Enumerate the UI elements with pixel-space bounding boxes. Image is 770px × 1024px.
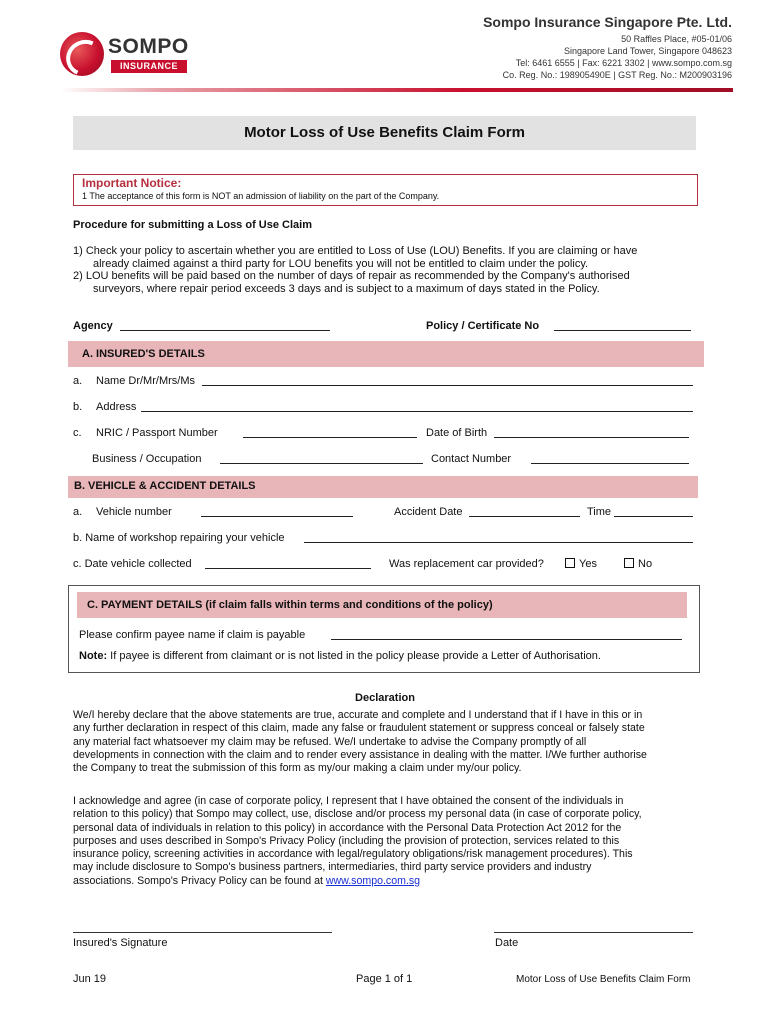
agency-field[interactable] — [120, 330, 330, 331]
decl-line: any further declaration in respect of this claim, made any false or fraudulent statement or suppress conceal or falsely state — [73, 722, 645, 735]
signature-label: Insured's Signature — [73, 937, 168, 949]
notice-text: 1 The acceptance of this form is NOT an admission of liability on the part of the Company. — [82, 191, 440, 201]
letter-b-a: a. — [73, 506, 83, 518]
time-label: Time — [587, 506, 612, 518]
procedure-item-1: 1) Check your policy to ascertain whether you are entitled to Loss of Use (LOU) Benefits. If you are claiming or have — [73, 245, 638, 257]
yes-checkbox[interactable] — [565, 558, 575, 568]
workshop-field[interactable] — [304, 542, 693, 543]
contact-field[interactable] — [531, 463, 689, 464]
important-notice — [73, 174, 698, 206]
form-title: Motor Loss of Use Benefits Claim Form — [73, 116, 696, 150]
vehicle-label: Vehicle number — [96, 506, 172, 518]
dob-field[interactable] — [494, 437, 689, 438]
letter-a: a. — [73, 375, 83, 387]
decl-line: We/I hereby declare that the above statements are true, accurate and complete and I understand that if I have in this or in — [73, 709, 643, 721]
contact-label: Contact Number — [431, 453, 512, 465]
letter-b: b. — [73, 401, 83, 413]
company-address-1: 50 Raffles Place, #05-01/06 — [621, 34, 732, 44]
consent-line: personal data of individuals in relation to this policy) in accordance with the Personal Data Protection Act 2012 for the — [73, 821, 622, 834]
payment-details-box — [68, 585, 700, 673]
procedure-item-2: 2) LOU benefits will be paid based on the number of days of repair as recommended by the Company's authorised — [73, 270, 630, 282]
no-label: No — [638, 558, 653, 570]
agency-label: Agency — [73, 320, 113, 332]
consent-line: relation to this policy) that Sompo may collect, use, disclose and/or process my personal data (in case of corporate policy, — [73, 808, 642, 821]
procedure-item-2-cont: surveyors, where repair period exceeds 3 days and is subject to a maximum of days stated in the Policy. — [93, 283, 600, 295]
section-a-title: A. INSURED'S DETAILS — [82, 348, 205, 360]
workshop-label: b. Name of workshop repairing your vehicle — [73, 532, 285, 544]
no-checkbox[interactable] — [624, 558, 634, 568]
decl-line: the Company to treat the submission of this form as my/our making a claim under my/our policy. — [73, 762, 522, 775]
note-text: If payee is different from claimant or is not listed in the policy please provide a Letter of Authorisation. — [107, 650, 601, 662]
logo-insurance-band: INSURANCE — [111, 60, 187, 73]
section-b-header — [68, 476, 698, 498]
name-label: Name Dr/Mr/Mrs/Ms — [96, 375, 195, 387]
section-b-title: B. VEHICLE & ACCIDENT DETAILS — [74, 480, 256, 492]
date-line[interactable] — [494, 932, 693, 933]
logo-wordmark: SOMPO — [108, 35, 189, 58]
company-info — [483, 14, 732, 81]
collected-date-field[interactable] — [205, 568, 371, 569]
declaration-heading: Declaration — [355, 692, 415, 704]
footer-page: Page 1 of 1 — [356, 973, 413, 985]
signature-line[interactable] — [73, 932, 332, 933]
accident-date-field[interactable] — [469, 516, 580, 517]
decl-line: developments in connection with the claim and to render every assistance in dealing with the matter. I/We further authorise — [73, 748, 647, 761]
date-label: Date — [495, 937, 519, 949]
consent-last-line — [73, 875, 697, 888]
replacement-label: Was replacement car provided? — [389, 558, 544, 570]
footer-form-name: Motor Loss of Use Benefits Claim Form — [516, 974, 691, 985]
company-address-2: Singapore Land Tower, Singapore 048623 — [564, 46, 732, 56]
company-name: Sompo Insurance Singapore Pte. Ltd. — [483, 14, 732, 30]
procedure-item-1-cont: already claimed against a third party for LOU benefits you will not be entitled to claim under the policy. — [93, 258, 589, 270]
section-c-title: C. PAYMENT DETAILS (if claim falls within terms and conditions of the policy) — [87, 599, 493, 611]
consent-line: insurance policy, screening activities in accordance with legal/regulatory obligations/risk management procedures). This — [73, 848, 633, 861]
section-a-header — [68, 341, 704, 367]
declaration-para-1 — [73, 709, 697, 775]
yes-label: Yes — [579, 558, 597, 570]
consent-line: I acknowledge and agree (in case of corporate policy, I represent that I have obtained the consent of the individuals in — [73, 795, 624, 807]
vehicle-field[interactable] — [201, 516, 353, 517]
name-field[interactable] — [202, 385, 693, 386]
company-registration: Co. Reg. No.: 198905490E | GST Reg. No.: M200903196 — [502, 70, 732, 80]
decl-line: any material fact whatsoever my claim may be refused. We/I undertake to advise the Company promptly of all — [73, 735, 587, 748]
section-c-header — [77, 592, 687, 618]
collected-label: c. Date vehicle collected — [73, 558, 192, 570]
payee-note — [79, 650, 601, 662]
note-bold: Note: — [79, 650, 108, 662]
nric-label: NRIC / Passport Number — [96, 427, 218, 439]
dob-label: Date of Birth — [426, 427, 488, 439]
procedure-heading: Procedure for submitting a Loss of Use Claim — [73, 219, 312, 231]
policy-label: Policy / Certificate No — [426, 320, 540, 332]
header-divider — [60, 88, 733, 92]
replacement-no[interactable] — [624, 558, 652, 570]
payee-field[interactable] — [331, 639, 682, 640]
accident-date-label: Accident Date — [394, 506, 463, 518]
time-field[interactable] — [614, 516, 693, 517]
policy-number-field[interactable] — [554, 330, 691, 331]
consent-line: may include disclosure to Sompo's business partners, intermediaries, third party service providers and industry — [73, 861, 592, 874]
privacy-policy-link[interactable]: www.sompo.com.sg — [325, 874, 421, 887]
consent-line-text: associations. Sompo's Privacy Policy can be found at — [73, 874, 326, 887]
address-field[interactable] — [141, 411, 693, 412]
letter-c: c. — [73, 427, 82, 439]
footer-date: Jun 19 — [73, 973, 107, 985]
nric-field[interactable] — [243, 437, 417, 438]
payee-label: Please confirm payee name if claim is payable — [79, 629, 306, 641]
business-label: Business / Occupation — [92, 453, 202, 465]
address-label: Address — [96, 401, 137, 413]
business-field[interactable] — [220, 463, 423, 464]
consent-line: purposes and uses described in Sompo's Privacy Policy (including the provision of protection, services related to this — [73, 834, 620, 847]
notice-title: Important Notice: — [82, 176, 182, 190]
replacement-yes[interactable] — [565, 558, 597, 570]
company-contact: Tel: 6461 6555 | Fax: 6221 3302 | www.sompo.com.sg — [515, 58, 732, 68]
declaration-para-2 — [73, 795, 697, 888]
